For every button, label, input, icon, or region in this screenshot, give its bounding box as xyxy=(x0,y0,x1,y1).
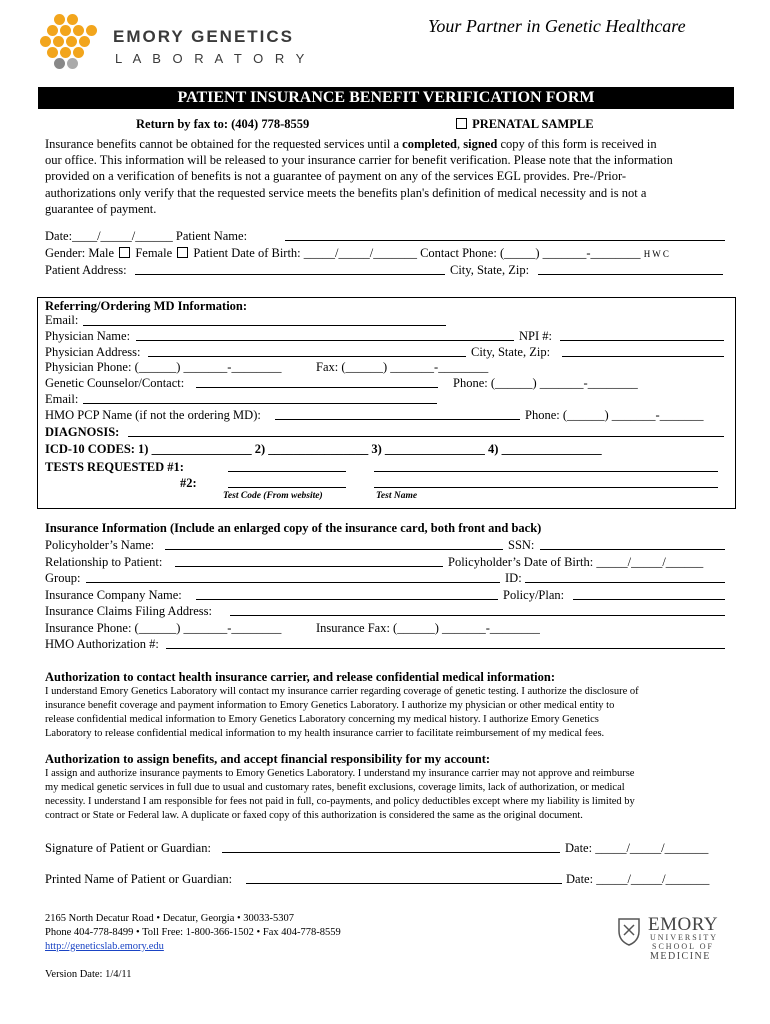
footer-url-link[interactable]: http://geneticslab.emory.edu xyxy=(45,941,164,952)
ssn-label: SSN: xyxy=(508,538,535,552)
auth1-line4: Laboratory to release confidential medical information to my health insurance carrier to facilitate reimbursement of my medical fees. xyxy=(45,728,605,739)
hmo-pcp-field[interactable] xyxy=(275,419,520,420)
hmo-auth-label: HMO Authorization #: xyxy=(45,637,159,651)
gender-male-label: Gender: Male xyxy=(45,246,115,260)
tests-requested-label: TESTS REQUESTED #1: xyxy=(45,460,184,474)
claims-address-label: Insurance Claims Filing Address: xyxy=(45,604,212,618)
auth2-line2: my medical genetic services in full due to usual and customary rates, benefit exclusions, coverage limits, lack of authorization, or medical xyxy=(45,782,625,793)
male-checkbox[interactable] xyxy=(119,247,130,258)
claims-address-field[interactable] xyxy=(230,615,725,616)
patient-date-label: Date:____/_____/______ Patient Name: xyxy=(45,229,248,243)
physician-name-field[interactable] xyxy=(136,340,514,341)
hmo-pcp-label: HMO PCP Name (if not the ordering MD): xyxy=(45,408,261,422)
logo-honeycomb-icon xyxy=(40,12,106,76)
version-date: Version Date: 1/4/11 xyxy=(45,969,132,980)
group-field[interactable] xyxy=(86,582,500,583)
female-checkbox[interactable] xyxy=(177,247,188,258)
insurance-heading: Insurance Information (Include an enlarged copy of the insurance card, both front and back) xyxy=(45,521,542,535)
patient-address-field[interactable] xyxy=(135,274,445,275)
emory-school: SCHOOL OF xyxy=(652,942,714,951)
test-name-caption: Test Name xyxy=(376,491,418,501)
npi-label: NPI #: xyxy=(519,329,552,343)
physician-fax-label: Fax: (______) _______-________ xyxy=(316,360,489,374)
emory-medicine: MEDICINE xyxy=(650,951,711,962)
return-fax: Return by fax to: (404) 778-8559 xyxy=(136,117,310,131)
gender-female-label: Female xyxy=(135,246,173,260)
gender-row xyxy=(45,245,669,262)
group-label: Group: xyxy=(45,571,81,585)
md-heading: Referring/Ordering MD Information: xyxy=(45,299,248,313)
insurance-company-field[interactable] xyxy=(196,599,498,600)
relationship-label: Relationship to Patient: xyxy=(45,555,163,569)
ssn-field[interactable] xyxy=(540,549,725,550)
auth2-heading: Authorization to assign benefits, and accept financial responsibility for my account: xyxy=(45,752,491,766)
test1-code-field[interactable] xyxy=(228,471,346,472)
intro-line3: provided on a verification of benefits is not a guarantee of payment on any of the services EGL provides. Pre-/Prior- xyxy=(45,169,627,183)
intro-line5: guarantee of payment. xyxy=(45,202,157,216)
policyholder-label: Policyholder’s Name: xyxy=(45,538,155,552)
dob-phone-label: Patient Date of Birth: _____/_____/_______ Contact Phone: (_____) _______-________ xyxy=(193,246,641,260)
policyholder-dob-label: Policyholder’s Date of Birth: _____/_____/______ xyxy=(448,555,704,569)
logo-line1: EMORY GENETICS xyxy=(113,27,295,46)
physician-name-label: Physician Name: xyxy=(45,329,131,343)
test1-name-field[interactable] xyxy=(374,471,718,472)
counselor-field[interactable] xyxy=(196,387,438,388)
policy-plan-field[interactable] xyxy=(573,599,725,600)
signature-field[interactable] xyxy=(222,852,560,853)
md-city-field[interactable] xyxy=(562,356,724,357)
test2-code-field[interactable] xyxy=(228,487,346,488)
physician-phone-label: Physician Phone: (______) _______-________ xyxy=(45,360,282,374)
md-email-field[interactable] xyxy=(83,325,446,326)
policy-plan-label: Policy/Plan: xyxy=(503,588,565,602)
counselor-label: Genetic Counselor/Contact: xyxy=(45,376,185,390)
patient-city-field[interactable] xyxy=(538,274,723,275)
intro-line1: Insurance benefits cannot be obtained for the requested services until a completed, signed copy of this form is received in xyxy=(45,137,657,151)
md-email2-field[interactable] xyxy=(83,403,437,404)
insurance-company-label: Insurance Company Name: xyxy=(45,588,182,602)
prenatal-checkbox[interactable] xyxy=(456,118,467,129)
emory-wordmark: EMORY xyxy=(648,914,719,935)
prenatal-label: PRENATAL SAMPLE xyxy=(472,117,594,131)
printed-name-field[interactable] xyxy=(246,883,562,884)
auth1-line1: I understand Emory Genetics Laboratory will contact my insurance carrier regarding coverage of genetic testing. I authorize the disclosure of xyxy=(45,686,639,697)
auth1-line3: release confidential medical information to Emory Genetics Laboratory concerning my medical history. I authorize Emory Genetics xyxy=(45,714,599,725)
intro-line4: authorizations only verify that the requested service meets the benefits plan's definition of medical necessity and is not a xyxy=(45,186,647,200)
policyholder-field[interactable] xyxy=(165,549,503,550)
counselor-phone-label: Phone: (______) _______-________ xyxy=(453,376,638,390)
npi-field[interactable] xyxy=(560,340,724,341)
emory-shield-icon xyxy=(617,917,641,947)
tests-2-label: #2: xyxy=(180,476,197,490)
logo-line2: L A B O R A T O R Y xyxy=(115,51,309,66)
md-email2-label: Email: xyxy=(45,392,79,406)
emory-university: UNIVERSITY xyxy=(650,933,718,942)
footer-address: 2165 North Decatur Road • Decatur, Georgia • 30033-5307 xyxy=(45,913,295,924)
hmo-phone-label: Phone: (______) _______-_______ xyxy=(525,408,704,422)
printed-date-label: Date: _____/_____/_______ xyxy=(566,872,710,886)
insurance-fax-label: Insurance Fax: (______) _______-________ xyxy=(316,621,540,635)
test-code-caption: Test Code (From website) xyxy=(223,491,323,501)
insurance-phone-label: Insurance Phone: (______) _______-________ xyxy=(45,621,282,635)
signature-date-label: Date: _____/_____/_______ xyxy=(565,841,709,855)
footer-phone: Phone 404-778-8499 • Toll Free: 1-800-366-1502 • Fax 404-778-8559 xyxy=(45,927,341,938)
icd-codes-label: ICD-10 CODES: 1) ________________ 2) ________________ 3) ________________ 4) ________________ xyxy=(45,442,602,456)
patient-name-field[interactable] xyxy=(285,240,725,241)
form-title: PATIENT INSURANCE BENEFIT VERIFICATION FORM xyxy=(38,87,734,109)
patient-address-label: Patient Address: xyxy=(45,263,127,277)
auth2-line4: contract or State or Federal law. A duplicate or faxed copy of this authorization is considered the same as the original document. xyxy=(45,810,583,821)
physician-address-field[interactable] xyxy=(148,356,466,357)
auth2-line1: I assign and authorize insurance payments to Emory Genetics Laboratory. I understand my insurance carrier may not approve and reimburse xyxy=(45,768,635,779)
diagnosis-field[interactable] xyxy=(128,436,724,437)
auth2-line3: necessity. I understand I am responsible for fees not paid in full, co-payments, and policy deductibles except where my liability is limited by xyxy=(45,796,635,807)
auth1-heading: Authorization to contact health insurance carrier, and release confidential medical information: xyxy=(45,670,556,684)
patient-city-label: City, State, Zip: xyxy=(450,263,530,277)
tagline: Your Partner in Genetic Healthcare xyxy=(428,16,686,36)
hmo-auth-field[interactable] xyxy=(166,648,725,649)
id-label: ID: xyxy=(505,571,522,585)
prenatal-option[interactable] xyxy=(454,116,594,132)
printed-name-label: Printed Name of Patient or Guardian: xyxy=(45,872,233,886)
hwc-label: H W C xyxy=(643,249,669,259)
md-city-label: City, State, Zip: xyxy=(471,345,551,359)
intro-line2: our office. This information will be released to your insurance carrier for benefit verification. Please note that the information xyxy=(45,153,673,167)
id-field[interactable] xyxy=(525,582,725,583)
diagnosis-label: DIAGNOSIS: xyxy=(45,425,120,439)
physician-address-label: Physician Address: xyxy=(45,345,141,359)
test2-name-field[interactable] xyxy=(374,487,718,488)
relationship-field[interactable] xyxy=(175,566,443,567)
auth1-line2: insurance benefit coverage and payment information to Emory Genetics Laboratory. I authorize my physician or other medical entity to xyxy=(45,700,615,711)
md-email-label: Email: xyxy=(45,313,79,327)
signature-label: Signature of Patient or Guardian: xyxy=(45,841,211,855)
